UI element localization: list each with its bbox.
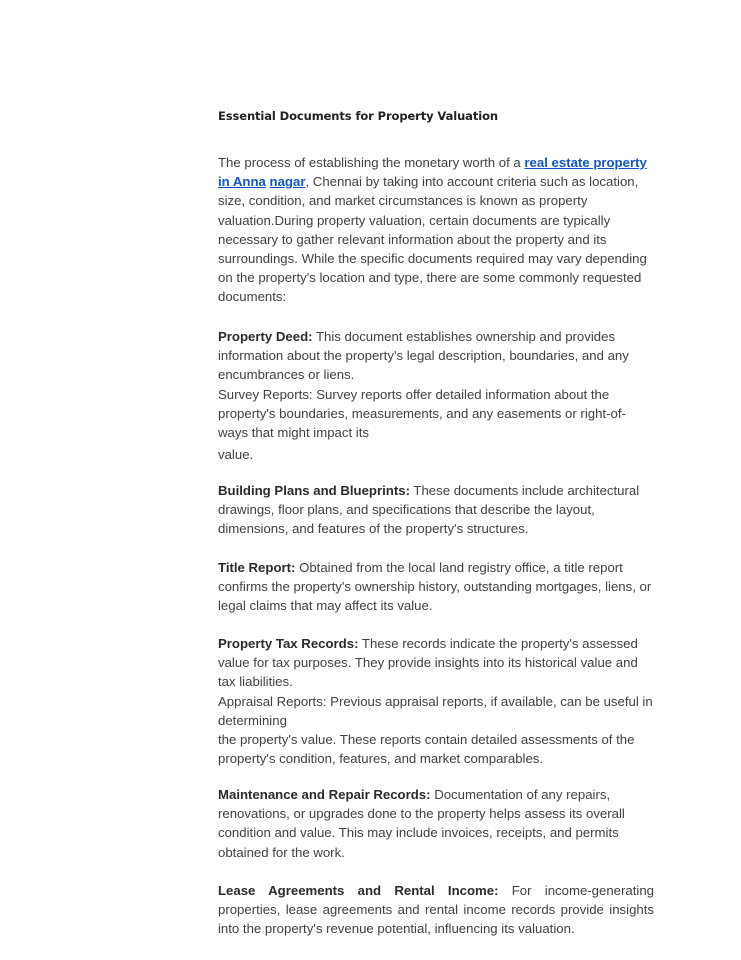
maintenance-paragraph [218, 785, 654, 862]
survey-reports-end: value. [218, 447, 254, 462]
building-plans-paragraph [218, 481, 654, 539]
real-estate-link[interactable]: real estate property in Anna [218, 155, 647, 190]
lease-paragraph [218, 881, 654, 939]
building-plans-text: These documents include architectural drawings, floor plans, and specifications that describe the layout, dimensions, and features of the property's structures. [218, 483, 640, 537]
intro-text-after: , Chennai by taking into account criteria such as location, size, condition, and market circumstances is known as property valuation.During property valuation, certain documents are typically necessary to gather relevant information about the property and its surroundings. While the specific documents required may vary depending on the property's location and type, there are some commonly requested documents: [218, 174, 647, 305]
appraisal-reports-text: Appraisal Reports: Previous appraisal reports, if available, can be useful in determining [218, 693, 653, 728]
nagar-link[interactable]: nagar [269, 174, 306, 190]
intro-text-before: The process of establishing the monetary worth of a [218, 155, 525, 170]
building-plans-heading: Building Plans and Blueprints: [218, 483, 410, 498]
property-tax-text: These records indicate the property's assessed value for tax purposes. They provide insights into its historical value and tax liabilities. [218, 636, 638, 690]
lease-heading: Lease Agreements and Rental Income: [218, 883, 499, 898]
property-tax-paragraph [218, 634, 654, 768]
intro-paragraph [218, 153, 654, 307]
maintenance-heading: Maintenance and Repair Records: [218, 787, 431, 802]
page-title: Essential Documents for Property Valuation [218, 109, 498, 123]
survey-reports-text: Survey Reports: Survey reports offer detailed information about the property's boundaries, measurements, and any easements or right-of-ways that might impact its [218, 386, 626, 441]
property-deed-heading: Property Deed: [218, 329, 313, 344]
appraisal-reports-end: the property's value. These reports contain detailed assessments of the property's condition, features, and market comparables. [218, 732, 635, 767]
lease-text: For income-generating properties, lease agreements and rental income records provide insights into the property's revenue potential, influencing its valuation. [218, 883, 654, 937]
title-report-paragraph [218, 558, 654, 616]
title-report-text: Obtained from the local land registry office, a title report confirms the property's ownership history, outstanding mortgages, liens, or legal claims that may affect its value. [218, 560, 652, 614]
property-deed-text: This document establishes ownership and provides information about the property's legal description, boundaries, and any encumbrances or liens. [218, 329, 629, 383]
title-report-heading: Title Report: [218, 560, 296, 575]
maintenance-text: Documentation of any repairs, renovations, or upgrades done to the property helps assess its overall condition and value. This may include invoices, receipts, and permits obtained for the work. [218, 787, 625, 860]
property-tax-heading: Property Tax Records: [218, 636, 359, 651]
property-deed-paragraph [218, 327, 654, 442]
